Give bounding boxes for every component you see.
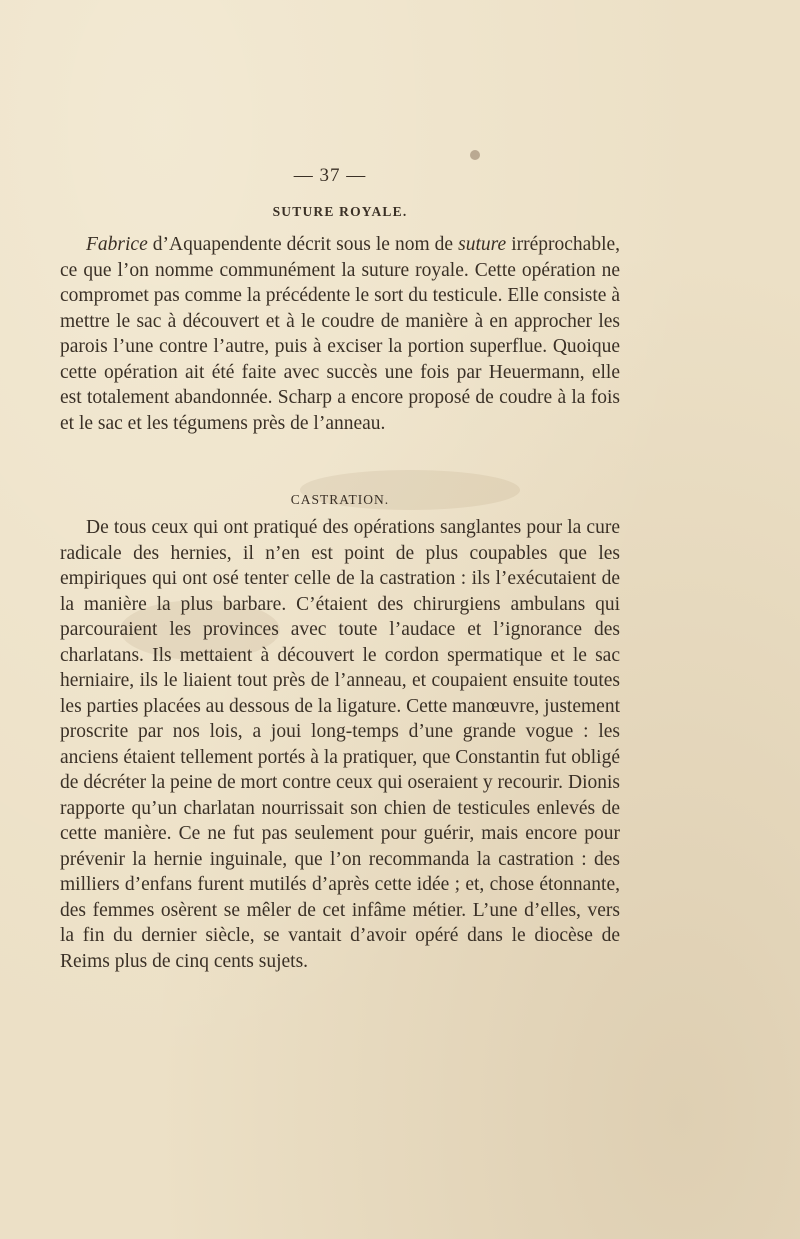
italic-run: Fabrice xyxy=(86,234,148,255)
section-heading-castration: CASTRATION. xyxy=(290,492,390,507)
text-run: irréprochable, ce que l’on nomme communément la suture royale. Cette opération ne compromet pas comme la précédente le sort du testicule. Elle consiste à mettre le sac à découvert et à le coudre de manière à en approcher les parois l’une contre l’autre, puis à exciser la portion superflue. Quoique cette opération ait été faite avec succès une fois par Heuermann, elle est totalement abandonnée. Scharp a encore proposé de coudre à la fois et le sac et les tégumens près de l’anneau. xyxy=(60,234,621,434)
text-run: d’Aquapendente décrit sous le nom de xyxy=(147,234,459,255)
section-paragraph-suture-royale xyxy=(60,232,620,436)
paragraph xyxy=(60,515,620,974)
page-number: — 37 — xyxy=(293,165,367,186)
section-paragraph-castration xyxy=(60,515,620,974)
italic-run: suture xyxy=(458,234,507,255)
text-run: De tous ceux qui ont pratiqué des opérations sanglantes pour la cure radicale des hernies, il n’en est point de plus coupables que les empiriques qui ont osé tenter celle de la castration : ils l’exécutaient de la manière la plus barbare. C’étaient des chirurgiens ambulans qui parcouraient les provinces avec toute l’audace et l’ignorance des charlatans. Ils mettaient à découvert le cordon spermatique et le sac herniaire, ils le liaient tout près de l’anneau, et coupaient ensuite toutes les parties placées au dessous de la ligature. Cette manœuvre, justement proscrite par nos lois, a joui long-temps d’une grande vogue : les anciens étaient tellement portés à la pratiquer, que Constantin fut obligé de décréter la peine de mort contre ceux qui oseraient y recourir. Dionis rapporte qu’un charlatan nourrissait son chien de testicules enlevés de cette manière. Ce ne fut pas seulement pour guérir, mais encore pour prévenir la hernie inguinale, que l’on recommanda la castration : des milliers d’enfans furent mutilés d’après cette idée ; et, chose étonnante, des femmes osèrent se mêler de cet infâme métier. L’une d’elles, vers la fin du dernier siècle, se vantait d’avoir opéré dans le diocèse de Reims plus de cinq cents sujets. xyxy=(60,517,620,972)
section-heading-suture-royale: SUTURE ROYALE. xyxy=(272,204,408,219)
paper-stain xyxy=(470,150,480,160)
paragraph xyxy=(60,232,620,436)
